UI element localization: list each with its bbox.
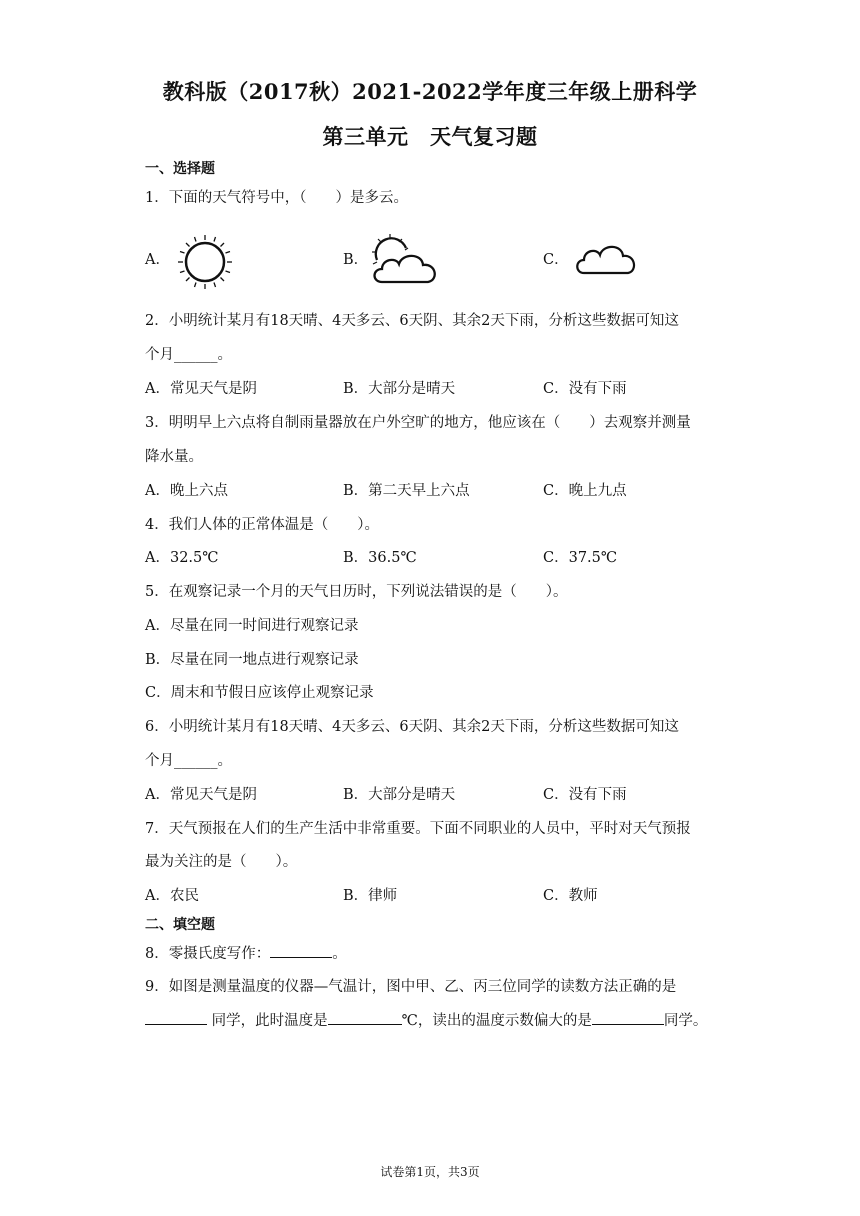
question-8 <box>145 942 347 963</box>
section-heading-choice: 一、选择题 <box>145 161 215 177</box>
question-5-stem: 5．在观察记录一个月的天气日历时，下列说法错误的是（ ）。 <box>145 584 568 600</box>
question-2-stem-line2: 个月______。 <box>145 347 232 363</box>
question-2-option-a: A．常见天气是阴 <box>145 381 257 397</box>
question-7-option-c: C．教师 <box>543 888 598 904</box>
question-6-option-c: C．没有下雨 <box>543 787 627 803</box>
answer-blank[interactable] <box>328 1010 402 1025</box>
question-9-part1: 同学，此时温度是 <box>211 1013 328 1029</box>
question-5-option-b: B．尽量在同一地点进行观察记录 <box>145 652 359 668</box>
question-3-option-c: C．晚上九点 <box>543 483 627 499</box>
question-2-option-b: B．大部分是晴天 <box>343 381 456 397</box>
question-4-option-c: C．37.5℃ <box>543 550 618 566</box>
question-3-stem-line2: 降水量。 <box>145 449 203 465</box>
question-7-stem-line2: 最为关注的是（ ）。 <box>145 854 298 870</box>
section-heading-fill: 二、填空题 <box>145 917 215 933</box>
question-2-stem-line1: 2．小明统计某月有18天晴、4天多云、6天阴、其余2天下雨，分析这些数据可知这 <box>145 313 679 329</box>
answer-blank[interactable] <box>592 1010 664 1025</box>
question-7-stem-line1: 7．天气预报在人们的生产生活中非常重要。下面不同职业的人员中，平时对天气预报 <box>145 821 691 837</box>
question-6-option-a: A．常见天气是阴 <box>145 787 257 803</box>
question-5-option-a: A．尽量在同一时间进行观察记录 <box>145 618 359 634</box>
question-9-stem-line1: 9．如图是测量温度的仪器—气温计，图中甲、乙、丙三位同学的读数方法正确的是 <box>145 979 677 995</box>
question-4-stem: 4．我们人体的正常体温是（ ）。 <box>145 517 379 533</box>
question-2-option-c: C．没有下雨 <box>543 381 627 397</box>
question-8-stem: 8．零摄氏度写作： <box>145 946 271 962</box>
question-4-option-b: B．36.5℃ <box>343 550 417 566</box>
sun-icon <box>175 232 235 292</box>
question-7-option-b: B．律师 <box>343 888 398 904</box>
question-9-part2: ℃，读出的温度示数偏大的是 <box>401 1013 592 1029</box>
page-footer: 试卷第1页，共3页 <box>380 1165 480 1179</box>
page-subtitle: 第三单元 天气复习题 <box>322 124 538 149</box>
question-6-stem-line2: 个月______。 <box>145 753 232 769</box>
question-7-option-a: A．农民 <box>145 888 199 904</box>
question-1-option-a: A． <box>145 252 170 268</box>
question-1-stem: 1．下面的天气符号中，（ ）是多云。 <box>145 190 408 206</box>
question-9-part3: 同学。 <box>663 1013 708 1029</box>
question-8-end: 。 <box>332 946 347 962</box>
cloud-icon <box>572 238 640 280</box>
question-9-line2 <box>145 1009 707 1030</box>
question-6-option-b: B．大部分是晴天 <box>343 787 456 803</box>
question-3-option-a: A．晚上六点 <box>145 483 228 499</box>
question-1-option-b: B． <box>343 252 369 268</box>
question-3-stem-line1: 3．明明早上六点将自制雨量器放在户外空旷的地方，他应该在（ ）去观察并测量 <box>145 415 691 431</box>
question-6-stem-line1: 6．小明统计某月有18天晴、4天多云、6天阴、其余2天下雨，分析这些数据可知这 <box>145 719 679 735</box>
sun-cloud-icon <box>368 232 442 290</box>
question-5-option-c: C．周末和节假日应该停止观察记录 <box>145 685 374 701</box>
page-title: 教科版（2017秋）2021-2022学年度三年级上册科学 <box>162 79 698 104</box>
answer-blank[interactable] <box>145 1010 207 1025</box>
question-4-option-a: A．32.5℃ <box>145 550 219 566</box>
question-1-option-c: C． <box>543 252 569 268</box>
answer-blank[interactable] <box>270 943 332 958</box>
question-3-option-b: B．第二天早上六点 <box>343 483 470 499</box>
